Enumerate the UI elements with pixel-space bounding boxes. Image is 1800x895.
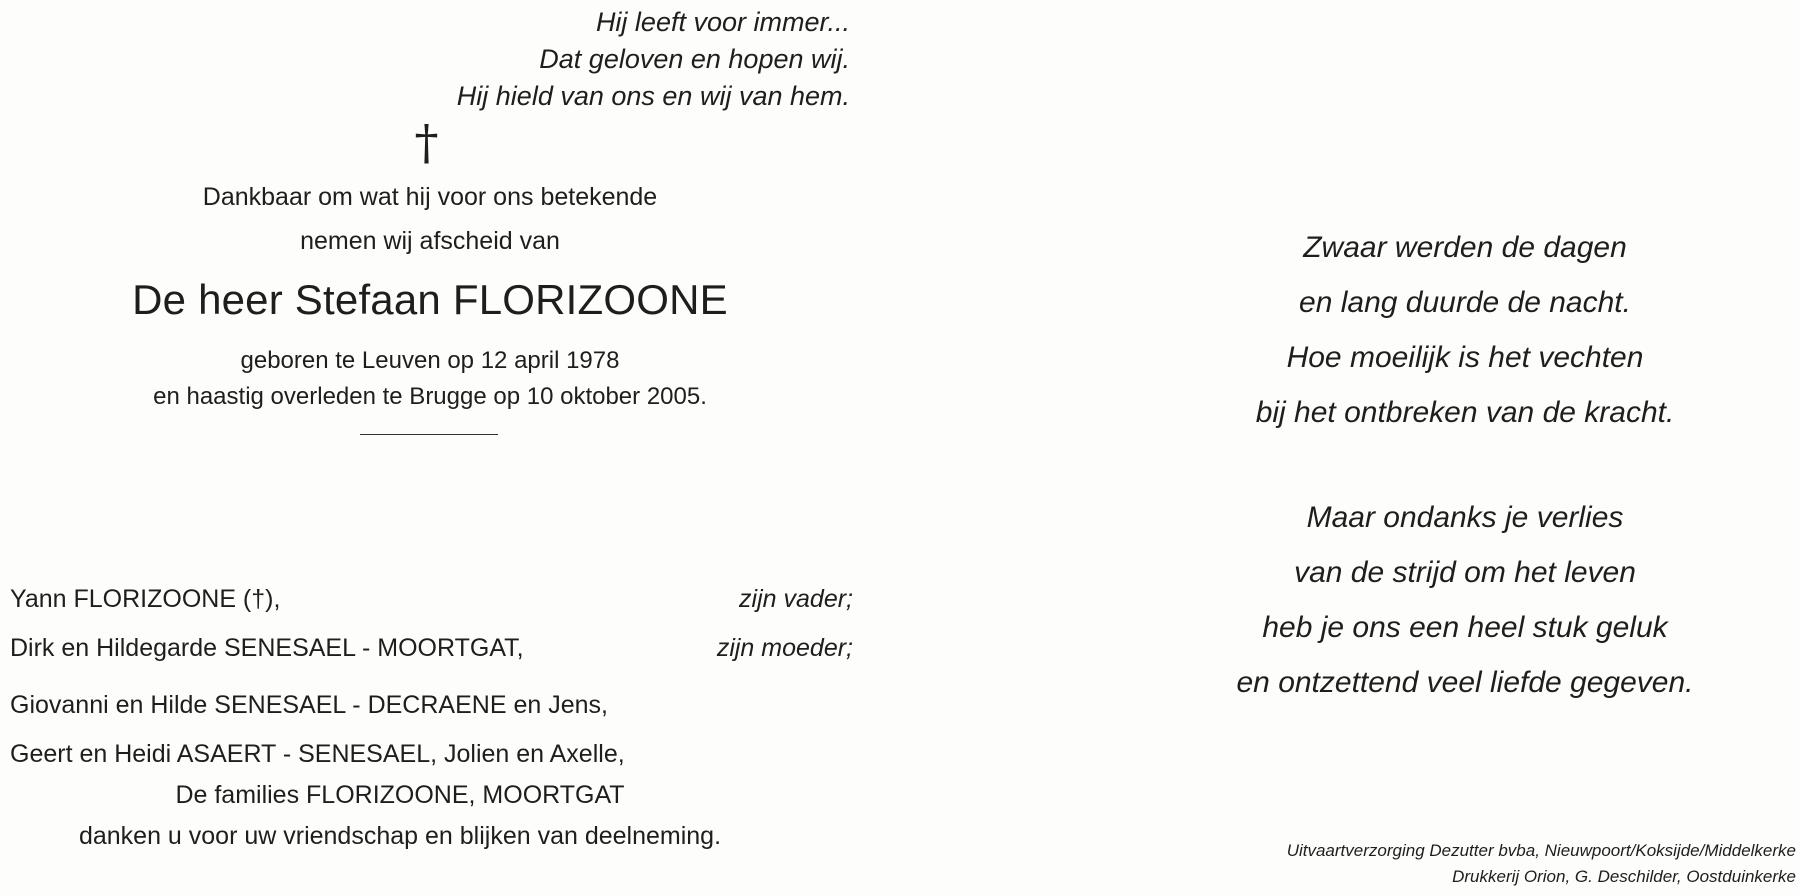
motto xyxy=(250,4,850,115)
poem-stanza-2 xyxy=(1160,490,1770,710)
family-relation: zijn moeder; xyxy=(716,634,853,662)
motto-line: Hij hield van ons en wij van hem. xyxy=(456,81,850,111)
family-relation: zijn vader; xyxy=(739,585,853,613)
cross-icon: † xyxy=(414,115,439,171)
deceased-name: De heer Stefaan FLORIZOONE xyxy=(132,276,728,323)
thanks-line: danken u voor uw vriendschap en blijken van deelneming. xyxy=(78,822,722,850)
poem-line: en ontzettend veel liefde gegeven. xyxy=(1236,666,1694,699)
printer-credits xyxy=(1036,838,1796,890)
credits-line: Uitvaartverzorging Dezutter bvba, Nieuwpoort/Koksijde/Middelkerke xyxy=(1286,841,1796,860)
poem-line: bij het ontbreken van de kracht. xyxy=(1255,396,1675,429)
divider xyxy=(360,434,498,435)
poem-stanza-1 xyxy=(1160,220,1770,440)
poem-line: heb je ons een heel stuk geluk xyxy=(1262,611,1668,644)
poem-line: Zwaar werden de dagen xyxy=(1303,231,1627,264)
family-name: Dirk en Hildegarde SENESAEL - MOORTGAT, xyxy=(10,634,524,662)
family-row xyxy=(10,575,860,624)
life-dates xyxy=(0,343,860,415)
intro-line: Dankbaar om wat hij voor ons betekende xyxy=(202,183,658,211)
family-name: Yann FLORIZOONE (†), xyxy=(10,585,281,613)
death-line: en haastig overleden te Brugge op 10 oktober 2005. xyxy=(153,383,707,410)
birth-line: geboren te Leuven op 12 april 1978 xyxy=(240,347,620,374)
family-name: Giovanni en Hilde SENESAEL - DECRAENE en Jens, xyxy=(10,691,608,719)
intro-text xyxy=(0,175,860,263)
poem-line: Maar ondanks je verlies xyxy=(1306,501,1624,534)
family-row xyxy=(10,681,860,730)
thanks-text xyxy=(10,775,790,857)
left-panel xyxy=(0,0,880,895)
family-name: Geert en Heidi ASAERT - SENESAEL, Jolien en Axelle, xyxy=(10,740,625,768)
poem-line: van de strijd om het leven xyxy=(1294,556,1636,589)
intro-line: nemen wij afscheid van xyxy=(300,227,560,255)
family-row xyxy=(10,624,860,673)
poem-line: Hoe moeilijk is het vechten xyxy=(1286,341,1644,374)
family-list xyxy=(10,575,860,779)
thanks-line: De families FLORIZOONE, MOORTGAT xyxy=(175,781,625,809)
family-row xyxy=(10,730,860,779)
poem-line: en lang duurde de nacht. xyxy=(1299,286,1631,319)
motto-line: Hij leeft voor immer... xyxy=(595,7,850,37)
credits-line: Drukkerij Orion, G. Deschilder, Oostduinkerke xyxy=(1452,867,1796,886)
family-spacer xyxy=(10,673,860,681)
motto-line: Dat geloven en hopen wij. xyxy=(539,44,850,74)
